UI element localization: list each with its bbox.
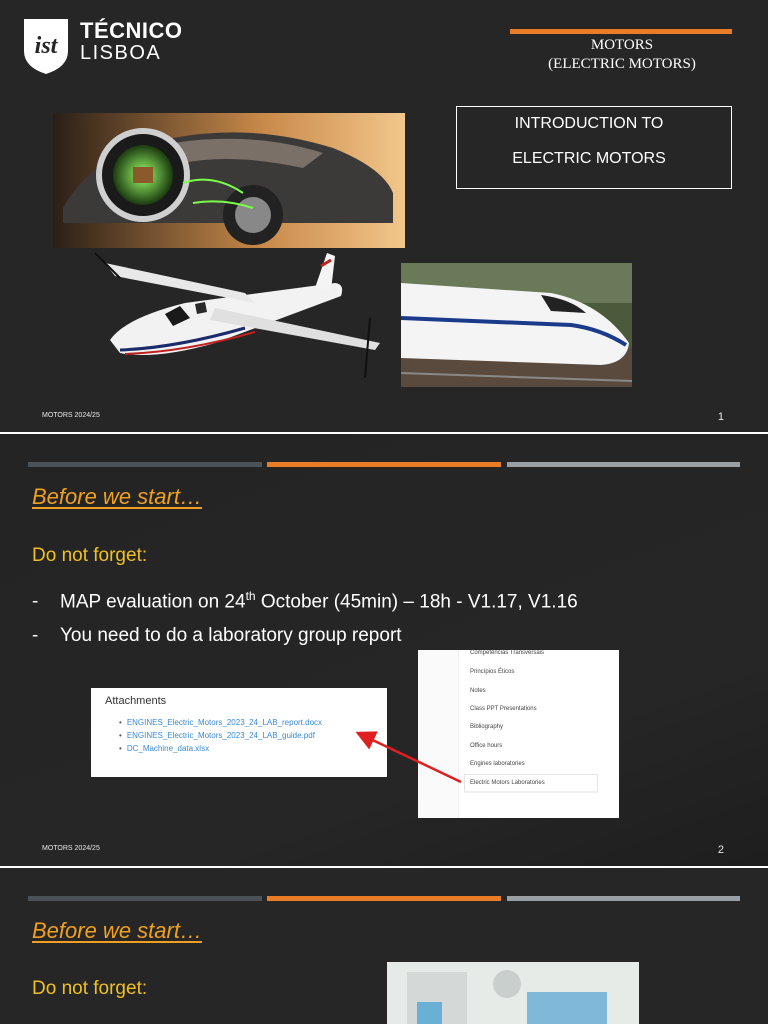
bullet-text: You need to do a laboratory group report — [60, 625, 402, 646]
attachment-link[interactable]: • ENGINES_Electric_Motors_2023_24_LAB_report.docx — [119, 716, 322, 729]
slide-title-line-2: (ELECTRIC MOTORS) — [548, 56, 696, 72]
section-heading: Before we start… — [32, 918, 202, 943]
footer-course: MOTORS 2024/25 — [42, 845, 100, 852]
attachment-link[interactable]: • DC_Machine_data.xlsx — [119, 742, 322, 755]
intro-line-2: ELECTRIC MOTORS — [512, 150, 666, 167]
reminder-subhead: Do not forget: — [32, 545, 148, 566]
reminder-subhead: Do not forget: — [32, 978, 148, 999]
menu-item[interactable]: Notes — [470, 688, 486, 694]
ordinal-suffix: th — [245, 589, 256, 603]
brand-line-2: LISBOA — [80, 42, 162, 64]
slide-title — [512, 36, 732, 74]
ist-logo — [22, 17, 70, 75]
attachments-title: Attachments — [105, 695, 167, 707]
red-arrow-icon — [0, 434, 768, 866]
bullet-dash: - — [32, 591, 39, 613]
slide-1 — [0, 0, 768, 432]
logo-text: ist — [34, 33, 58, 59]
bullet-train-image — [401, 263, 632, 387]
menu-item[interactable]: Bibliography — [470, 724, 504, 730]
intro-title-box — [456, 106, 732, 189]
menu-item[interactable]: Competências Transversais — [470, 650, 545, 656]
menu-item[interactable]: Office hours — [470, 743, 503, 749]
attachment-link[interactable]: • ENGINES_Electric_Motors_2023_24_LAB_guide.pdf — [119, 729, 322, 742]
intro-line-1: INTRODUCTION TO — [514, 115, 664, 132]
menu-item[interactable]: Princípios Éticos — [470, 669, 515, 675]
slide-2 — [0, 434, 768, 866]
electric-plane-image — [95, 248, 390, 383]
electric-car-image — [53, 113, 405, 248]
header-bar-gray — [28, 896, 262, 901]
bullet-dash: - — [32, 625, 39, 646]
page-number: 1 — [717, 411, 724, 423]
page-number: 2 — [717, 844, 724, 856]
bullet-text: MAP evaluation on 24 — [60, 591, 246, 613]
header-bar-light — [507, 896, 740, 901]
title-accent-line — [510, 29, 732, 34]
menu-item[interactable]: Class PPT Presentations — [470, 706, 537, 712]
slide-title-line-1: MOTORS — [590, 37, 654, 53]
menu-item-electric-motors-labs[interactable]: Electric Motors Laboratories — [470, 780, 545, 786]
footer-course: MOTORS 2024/25 — [42, 412, 100, 419]
bullet-text-cont: October (45min) – 18h - V1.17, V1.16 — [255, 591, 578, 613]
header-bar-orange — [267, 896, 501, 901]
menu-item[interactable]: Engines laboratories — [470, 761, 525, 767]
slide-3 — [0, 868, 768, 1024]
brand-line-1: TÉCNICO — [80, 18, 183, 43]
section-heading: Before we start… — [32, 484, 202, 509]
campus-map-image — [387, 962, 639, 1024]
